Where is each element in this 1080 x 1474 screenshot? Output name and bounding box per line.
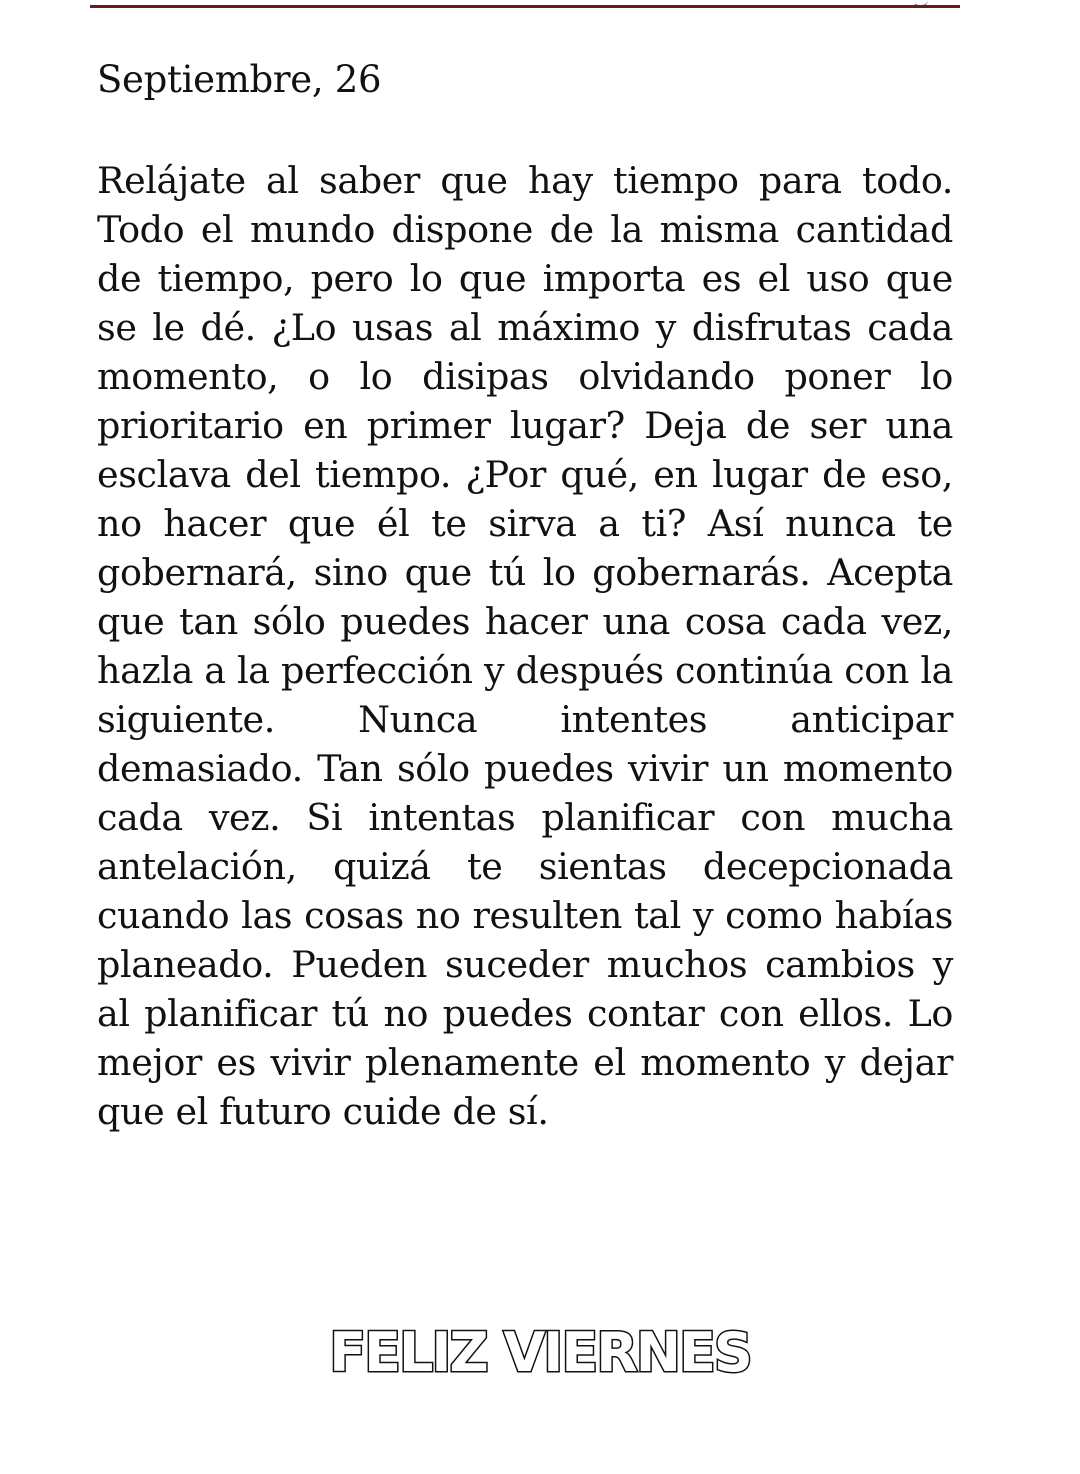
reflection-paragraph: Relájate al saber que hay tiempo para todo. Todo el mundo dispone de la misma cantidad de tiempo, pero lo que importa es el uso que se le dé. ¿Lo usas al máximo y disfrutas cada momento, o lo disipas olvidando poner lo prioritario en primer lugar? Deja de ser una esclava del tiempo. ¿Por qué, en lugar de eso, no hacer que él te sirva a ti? Así nunca te gobernará, sino que tú lo gobernarás. Acepta que tan sólo puedes hacer una cosa cada vez, hazla a la perfección y después continúa con la siguiente. Nunca intentes anticipar demasiado. Tan sólo puedes vivir un momento cada vez. Si intentas planificar con mucha antelación, quizá te sientas decepcionada cuando las cosas no resulten tal y como habías planeado. Pueden suceder muchos cambios y al planificar tú no puedes contar con ellos. Lo mejor es vivir plenamente el momento y dejar que el futuro cuide de sí. [97, 159, 953, 1133]
entry-date: Septiembre, 26 [97, 58, 382, 101]
top-divider [90, 5, 960, 8]
closing-greeting: FELIZ VIERNES [329, 1321, 751, 1384]
